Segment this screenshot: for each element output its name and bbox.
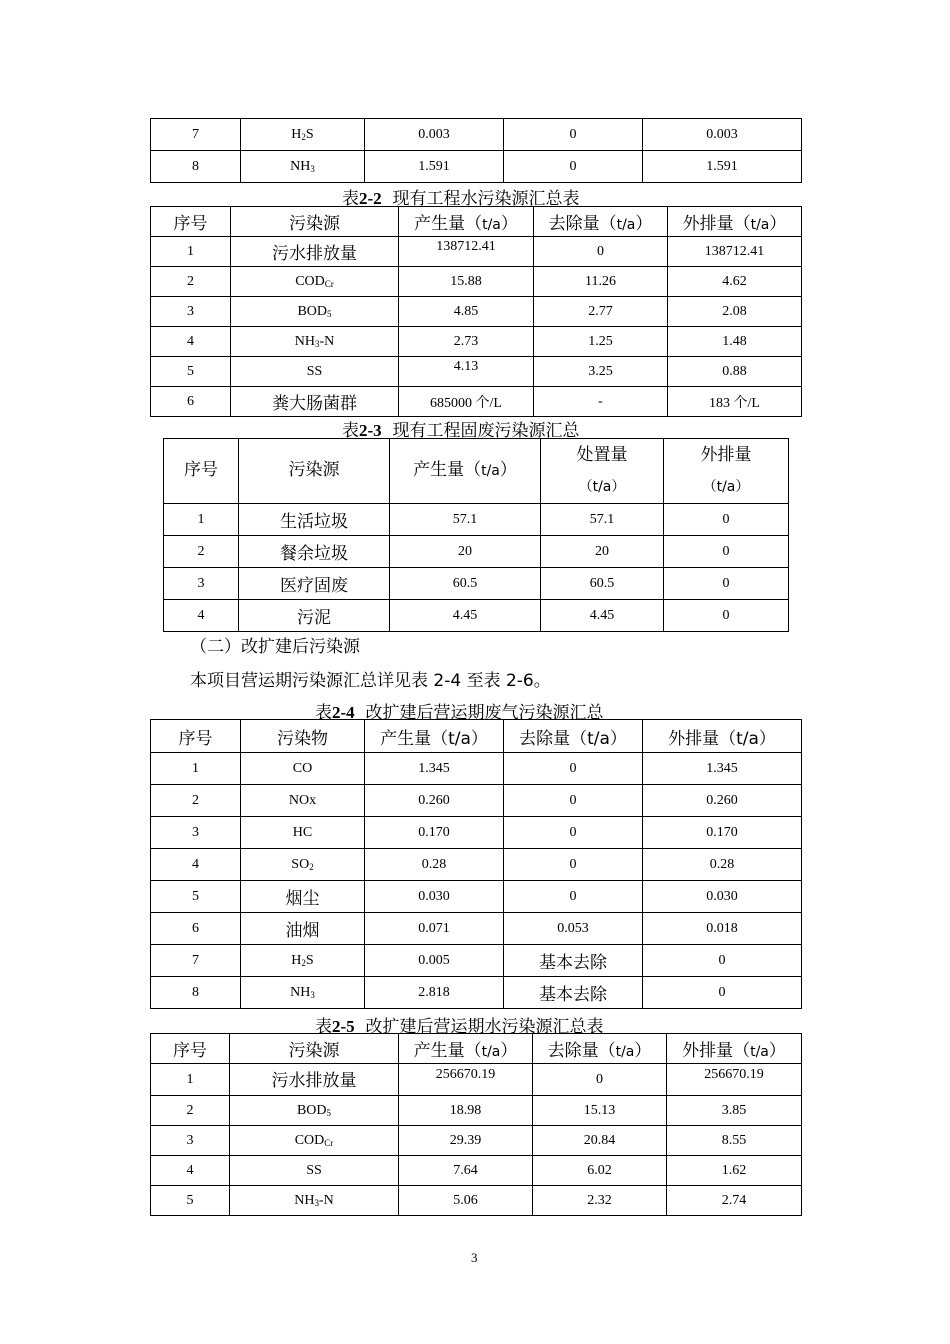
- section-paragraph: 本项目营运期污染源汇总详见表 2-4 至表 2-6。: [190, 671, 551, 691]
- cell-name: $H_2S$: [241, 119, 365, 151]
- table-2-2: [150, 206, 802, 417]
- table-2-4-caption: 表2-4 改扩建后营运期废气污染源汇总: [315, 703, 604, 723]
- table-row: 6 油烟 0.071 0.053 0.018: [151, 913, 802, 945]
- table-row: 4 污泥 4.45 4.45 0: [164, 600, 789, 632]
- table-row: 6 粪大肠菌群 685000 个/L - 183 个/L: [151, 387, 802, 417]
- table-2-3: [163, 438, 789, 632]
- table-header-row: [151, 207, 802, 237]
- table-row: 4 $NH_3-N$ 2.73 1.25 1.48: [151, 327, 802, 357]
- table-header-row: 序号 污染源 产生量（t/a） 去除量（t/a） 外排量（t/a）: [151, 1034, 802, 1064]
- cell-emit: 1.591: [643, 151, 802, 183]
- page-number: 3: [471, 1250, 478, 1265]
- cell-name: $NH_3$: [241, 151, 365, 183]
- cell-remove: 0: [504, 151, 643, 183]
- cell-emit: 0.003: [643, 119, 802, 151]
- header-no: 序号: [151, 207, 231, 237]
- table-row: 5 SS 4.13 3.25 0.88: [151, 357, 802, 387]
- table-row: 7 $H_2S$ 0.005 基本去除 0: [151, 945, 802, 977]
- table-row: 1 CO 1.345 0 1.345: [151, 753, 802, 785]
- table-row: 1 污水排放量 138712.41 0 138712.41: [151, 237, 802, 267]
- table-row: 1 污水排放量 256670.19 0 256670.19: [151, 1064, 802, 1096]
- header-remove: 去除量（t/a）: [534, 207, 668, 237]
- table-row: 3 $BOD_5$ 4.85 2.77 2.08: [151, 297, 802, 327]
- table-row: 4 SS 7.64 6.02 1.62: [151, 1156, 802, 1186]
- table-header-row: 序号 污染物 产生量（t/a） 去除量（t/a） 外排量（t/a）: [151, 720, 802, 753]
- table-row: [151, 151, 802, 183]
- cell-produce: 0.003: [365, 119, 504, 151]
- table-2-2-caption: 表2-2 现有工程水污染源汇总表: [342, 189, 580, 209]
- table-row: 3 $COD_{Cr}$ 29.39 20.84 8.55: [151, 1126, 802, 1156]
- table-2-5-caption: 表2-5 改扩建后营运期水污染源汇总表: [315, 1017, 604, 1037]
- table-2-4: [150, 719, 802, 1009]
- cell-produce: 1.591: [365, 151, 504, 183]
- table-row: 2 $BOD_5$ 18.98 15.13 3.85: [151, 1096, 802, 1126]
- header-emit: 外排量（t/a）: [668, 207, 802, 237]
- header-produce: 产生量（t/a）: [399, 207, 534, 237]
- table-2-3-caption: 表2-3 现有工程固废污染源汇总: [342, 421, 580, 441]
- table-row: 5 烟尘 0.030 0 0.030: [151, 881, 802, 913]
- table-row: 5 $NH_3-N$ 5.06 2.32 2.74: [151, 1186, 802, 1216]
- table-header-row: 序号 污染源 产生量（t/a） 处置量 （t/a） 外排量 （t/a）: [164, 439, 789, 504]
- cell-no: 7: [151, 119, 241, 151]
- table-top-continuation: [150, 118, 802, 183]
- table-row: 3 医疗固废 60.5 60.5 0: [164, 568, 789, 600]
- cell-remove: 0: [504, 119, 643, 151]
- table-row: [151, 119, 802, 151]
- table-row: 8 $NH_3$ 2.818 基本去除 0: [151, 977, 802, 1009]
- header-source: 污染源: [231, 207, 399, 237]
- table-row: 1 生活垃圾 57.1 57.1 0: [164, 504, 789, 536]
- table-row: 2 $COD_{Cr}$ 15.88 11.26 4.62: [151, 267, 802, 297]
- table-row: 2 NOx 0.260 0 0.260: [151, 785, 802, 817]
- table-row: 4 $SO_2$ 0.28 0 0.28: [151, 849, 802, 881]
- table-row: 2 餐余垃圾 20 20 0: [164, 536, 789, 568]
- table-2-5: [150, 1033, 802, 1216]
- section-heading: （二）改扩建后污染源: [190, 637, 360, 657]
- cell-no: 8: [151, 151, 241, 183]
- table-row: 3 HC 0.170 0 0.170: [151, 817, 802, 849]
